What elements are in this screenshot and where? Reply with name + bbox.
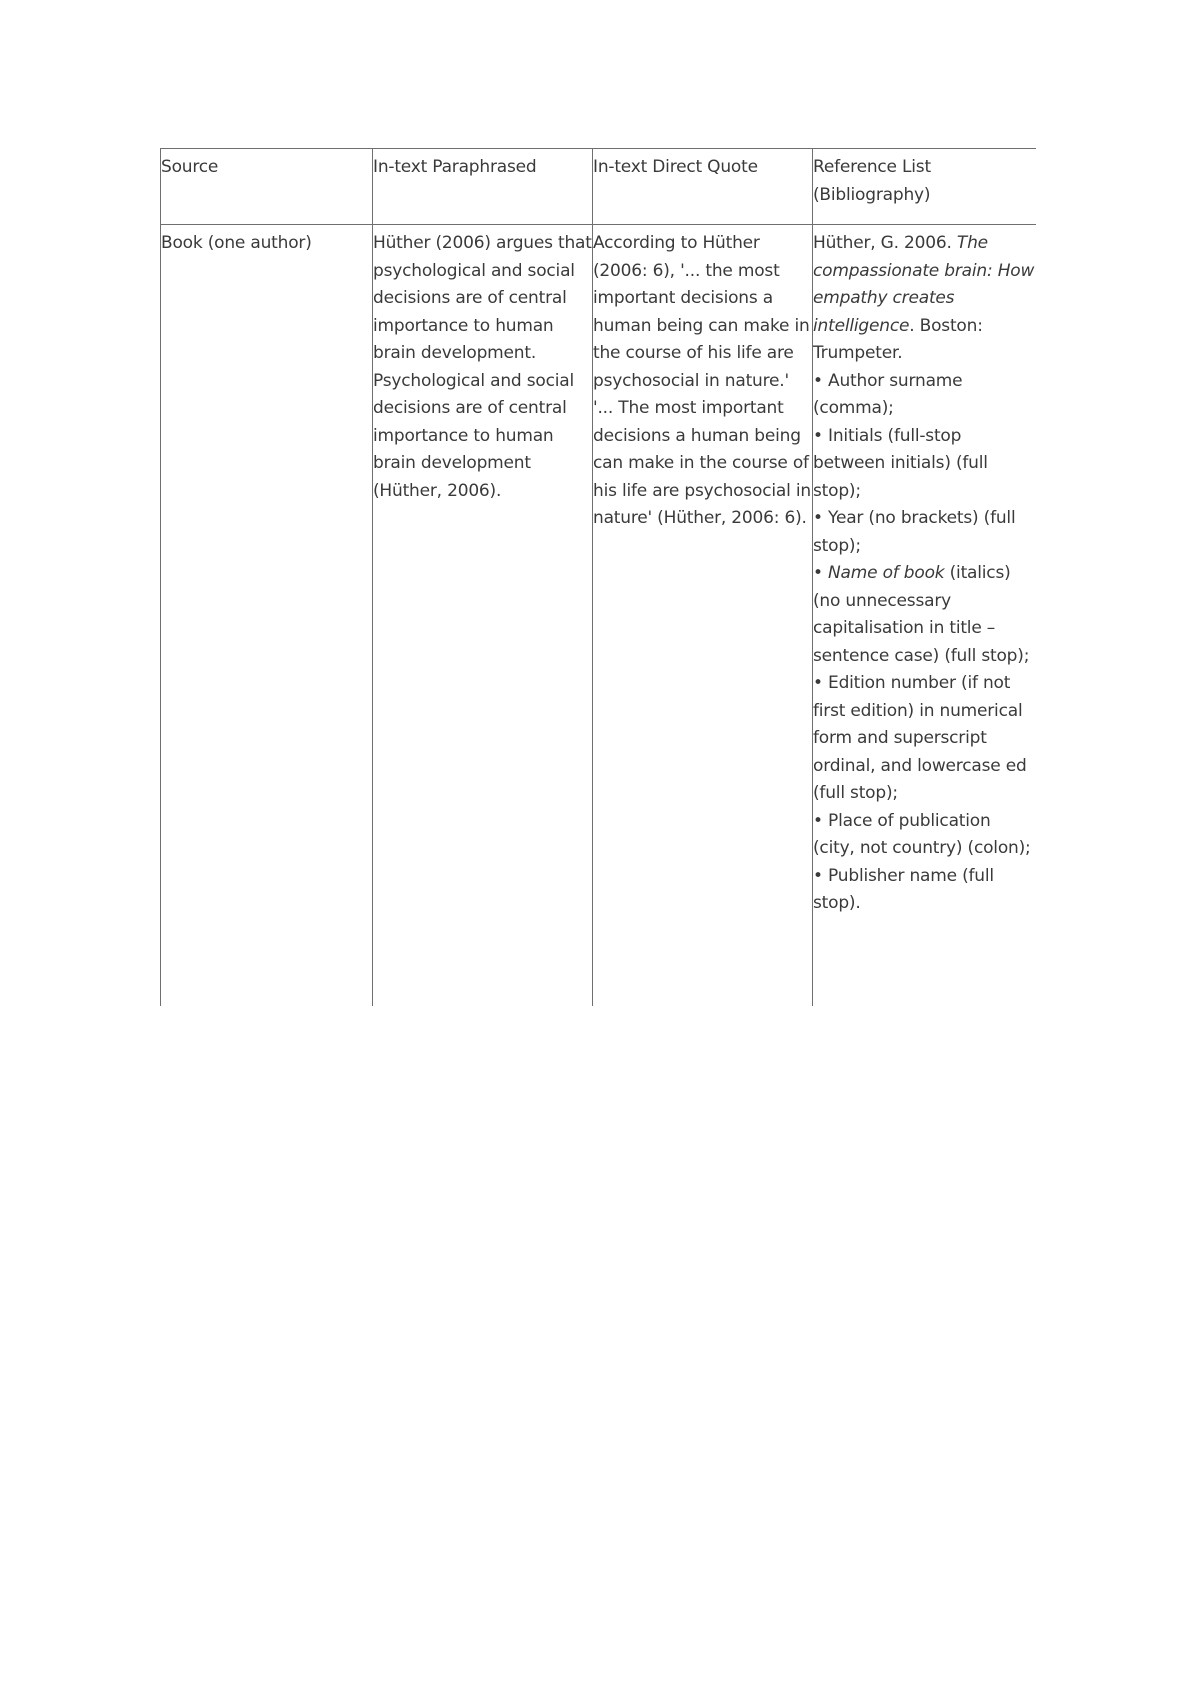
header-paraphrased-text: In-text Paraphrased xyxy=(373,157,537,177)
cell-paraphrased xyxy=(373,225,593,1007)
reference-rule-4-italic: Name of book xyxy=(828,563,945,583)
paraphrased-example-2: Psychological and social decisions are of central importance to human brain development (Hüther, 2006). xyxy=(373,370,574,501)
header-source-text: Source xyxy=(161,157,219,177)
reference-entry-prefix: Hüther, G. 2006. xyxy=(813,233,957,253)
source-type-text: Book (one author) xyxy=(161,233,312,253)
reference-rule-2: • Initials (full-stop between initials) (full stop); xyxy=(813,425,988,501)
header-direct-quote xyxy=(593,149,813,225)
table-row xyxy=(161,225,1037,1007)
reference-rule-1: • Author surname (comma); xyxy=(813,370,963,418)
header-direct-quote-text: In-text Direct Quote xyxy=(593,157,758,177)
cell-source xyxy=(161,225,373,1007)
reference-rule-7: • Publisher name (full stop). xyxy=(813,865,994,913)
reference-rule-4-bullet: • xyxy=(813,563,829,583)
reference-rule-5: • Edition number (if not first edition) in numerical form and superscript ordinal, and lowercase ed (full stop); xyxy=(813,673,1027,803)
quote-example-2: '... The most important decisions a human being can make in the course of his life are psychosocial in nature' (Hüther, 2006: 6). xyxy=(593,398,811,528)
header-reference-text: Reference List (Bibliography) xyxy=(813,157,931,205)
reference-rule-4 xyxy=(813,560,1036,670)
reference-entry-suffix: . Boston: Trumpeter. xyxy=(813,315,983,363)
reference-entry-title: The compassionate brain: How empathy creates intelligence xyxy=(813,233,1035,336)
header-source xyxy=(161,149,373,225)
reference-entry xyxy=(813,230,1036,368)
cell-reference xyxy=(813,225,1037,1007)
header-paraphrased xyxy=(373,149,593,225)
reference-rule-3: • Year (no brackets) (full stop); xyxy=(813,508,1016,556)
paraphrased-example-1: Hüther (2006) argues that psychological and social decisions are of central importance to human brain development. xyxy=(373,233,592,363)
referencing-table-container xyxy=(160,148,1036,1006)
quote-example-1: According to Hüther (2006: 6), '... the most important decisions a human being can make in the course of his life are psychosocial in nature.' xyxy=(593,233,810,391)
cell-direct-quote xyxy=(593,225,813,1007)
header-reference xyxy=(813,149,1037,225)
table-header-row xyxy=(161,149,1037,225)
referencing-table xyxy=(160,148,1036,1006)
reference-rule-4-text: (italics) (no unnecessary capitalisation in title – sentence case) (full stop); xyxy=(813,563,1030,666)
reference-rule-6: • Place of publication (city, not country) (colon); xyxy=(813,810,1031,858)
